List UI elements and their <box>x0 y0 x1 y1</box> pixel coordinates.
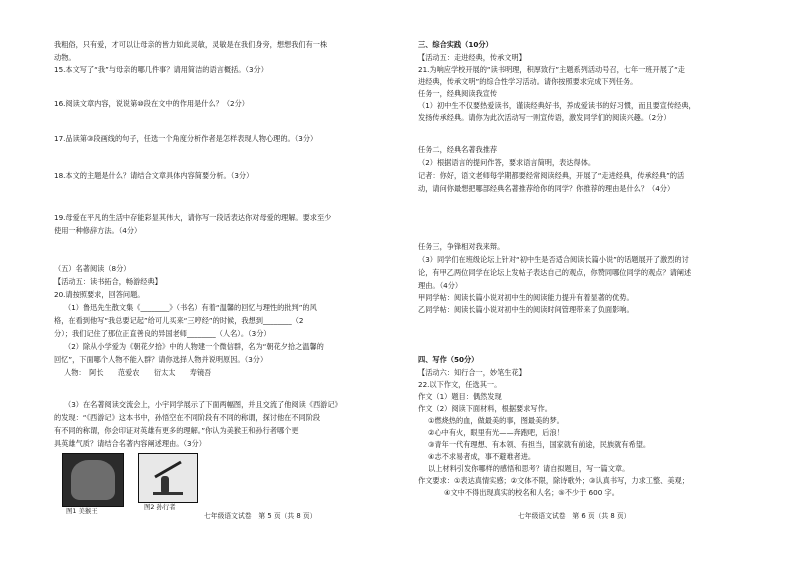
question-19-line2: 使用一种修辞方法。（4分） <box>54 226 142 235</box>
essay-option-1: 作文（1）题目：偶然发现 <box>418 392 502 401</box>
page-footer: 七年级语文试卷 第 5 页（共 8 页） <box>204 512 317 520</box>
question-20-part2-line2: 回忆”，下面哪个人物不能入群？请你选择人物并说明原因。（3分） <box>54 355 268 364</box>
passage-line: 我粗俗，只有爱，才可以让母亲的皆力如此灵敏，灵敏是在我们身旁，想想我们有一株 <box>54 40 328 49</box>
right-exam-page <box>418 0 768 561</box>
question-20-part2: （2）除从小学爱为《朝花夕拾》中的人物建一个微信群，名为“朝花夕拾之温馨的 <box>64 342 324 351</box>
question-15: 15.本文写了“我”与母亲的哪几件事？请用简洁的语言概括。（3分） <box>54 65 268 74</box>
section-heading: 四、写作（50分） <box>418 355 479 364</box>
monkey-king-illustration <box>62 453 124 507</box>
material-1: ①燃烧热的血，做最美的事，图最美的梦。 <box>428 416 564 425</box>
task-2-heading: 任务二，经典名著我推荐 <box>418 145 498 154</box>
task-1-prompt: （1）初中生不仅要热爱读书，谨读经典好书，养成爱读书的好习惯，而且要宣传经典， <box>418 101 696 110</box>
left-exam-page <box>54 0 404 561</box>
activity-heading: 【活动六：知行合一，妙笔生花】 <box>418 368 526 377</box>
task-3-prompt: （3）同学们在班级论坛上针对“初中生是否适合阅读长篇小说”的话题展开了激烈的讨 <box>418 255 689 264</box>
question-20-part1: （1）鲁迅先生散文集《________》（书名）有着“温馨的回忆与理性的批判”的风 <box>64 303 317 312</box>
student-b-post: 乙同学帖：阅读长篇小说对初中生的阅读时间管理带来了负面影响。 <box>418 305 634 314</box>
essay-requirements-line2: ④文中不得出现真实的校名和人名；⑤不少于 600 字。 <box>444 488 619 497</box>
material-4: ④志不求易者成，事不避难者进。 <box>428 452 536 461</box>
activity-heading: 【活动五：走进经典，传承文明】 <box>418 53 526 62</box>
sun-xingzhe-illustration <box>138 453 198 503</box>
task-3-heading: 任务三，争锋相对我来辩。 <box>418 242 505 251</box>
essay-instruction: 以上材料引发你哪样的感悟和思考？请自拟题目，写一篇文章。 <box>428 464 630 473</box>
passage-line: 动物。 <box>54 53 76 62</box>
activity-heading: 【活动五：读书拓合，畅游经典】 <box>54 277 162 286</box>
question-17: 17.品读第③段画线的句子，任选一个角度分析作者是怎样表现人物心理的。（3分） <box>54 134 318 143</box>
question-20-part1-line2: 格，在看到他写“我总要记起”给可儿买来“三哼经”的时候，我想到________（2 <box>54 316 304 325</box>
task-2-reporter-line2: 动，请问你最想把哪部经典名著推荐给你的同学？你推荐的理由是什么？（4分） <box>418 184 675 193</box>
question-22: 22.以下作文，任选其一。 <box>418 380 502 389</box>
task-2-prompt: （2）根据语言的提问作答，要求语言简明，表达得体。 <box>418 158 596 167</box>
material-3: ③青年一代有理想、有本领、有担当，国家就有前途，民族就有希望。 <box>428 440 651 449</box>
question-16: 16.阅读文章内容，说说第⑩段在文中的作用是什么？（2分） <box>54 99 249 108</box>
essay-requirements: 作文要求：①表达真情实感；②文体不限，除诗歌外；③认真书写，力求工整、美观； <box>418 476 689 485</box>
character-options: 人物： 阿长 范爱农 衍太太 寿镜吾 <box>64 368 212 377</box>
task-2-reporter: 记者：你好，语文老师每学期都要经常阅读经典，开展了“走进经典，传承经典”的活 <box>418 171 685 180</box>
section-heading: 三、综合实践（10分） <box>418 40 493 49</box>
essay-option-2: 作文（2）阅读下面材料，根据要求写作。 <box>418 404 552 413</box>
section-heading: （五）名著阅读（8分） <box>54 264 131 273</box>
task-1-prompt-line2: 发扬传承经典。请你为此次活动写一则宣传语，激发同学们的阅读兴趣。（2分） <box>418 113 671 122</box>
figure-2-caption: 图2 孙行者 <box>144 503 176 511</box>
task-3-prompt-line3: 理由。（4分） <box>418 281 463 290</box>
question-20-part3-line2: 的发现：“《西游记》这本书中，孙悟空在不同阶段有不同的称谓，探讨他在不同阶段 <box>54 413 321 422</box>
student-a-post: 甲同学帖：阅读长篇小说对初中生的阅读能力提升有着显著的优势。 <box>418 293 634 302</box>
page-footer: 七年级语文试卷 第 6 页（共 8 页） <box>518 512 631 520</box>
question-20-part1-line3: 分）；我们记住了那位正直善良的异国老师________（人名）。（3分） <box>54 329 271 338</box>
question-21-line2: 进经典，传承文明”的综合性学习活动。请你按照要求完成下列任务。 <box>418 77 638 86</box>
question-20-part3: （3）在名著阅读交流会上，小宇同学展示了下面两幅图，并且交流了他阅读《西游记》 <box>64 400 342 409</box>
question-19: 19.母爱在平凡的生活中存能彩显其伟大，请你写一段话表达你对母爱的理解。要求至少 <box>54 213 332 222</box>
task-3-prompt-line2: 论，有甲乙两位同学在论坛上发帖子表达自己的观点，你赞同哪位同学的观点？请阐述 <box>418 268 692 277</box>
figure-1-caption: 图1 美猴王 <box>66 507 98 515</box>
material-2: ②心中有火，眼里有光——奔跑吧，后浪！ <box>428 428 564 437</box>
question-18: 18.本文的主题是什么？请结合文章具体内容简要分析。（3分） <box>54 171 254 180</box>
question-20-part3-line4: 具英雄气质？请结合名著内容阐述理由。（3分） <box>54 439 206 448</box>
task-1-heading: 任务一，经典阅读我宣传 <box>418 89 498 98</box>
question-21: 21.为响应学校开展的“读书明理，积厚致行”主题系列活动号召，七年一班开展了“走 <box>418 65 685 74</box>
question-20: 20.请按照要求，回答问题。 <box>54 290 145 299</box>
question-20-part3-line3: 有不同的称谓，你会印证对英雄有更多的理解。”你认为美猴王和孙行者哪个更 <box>54 426 299 435</box>
